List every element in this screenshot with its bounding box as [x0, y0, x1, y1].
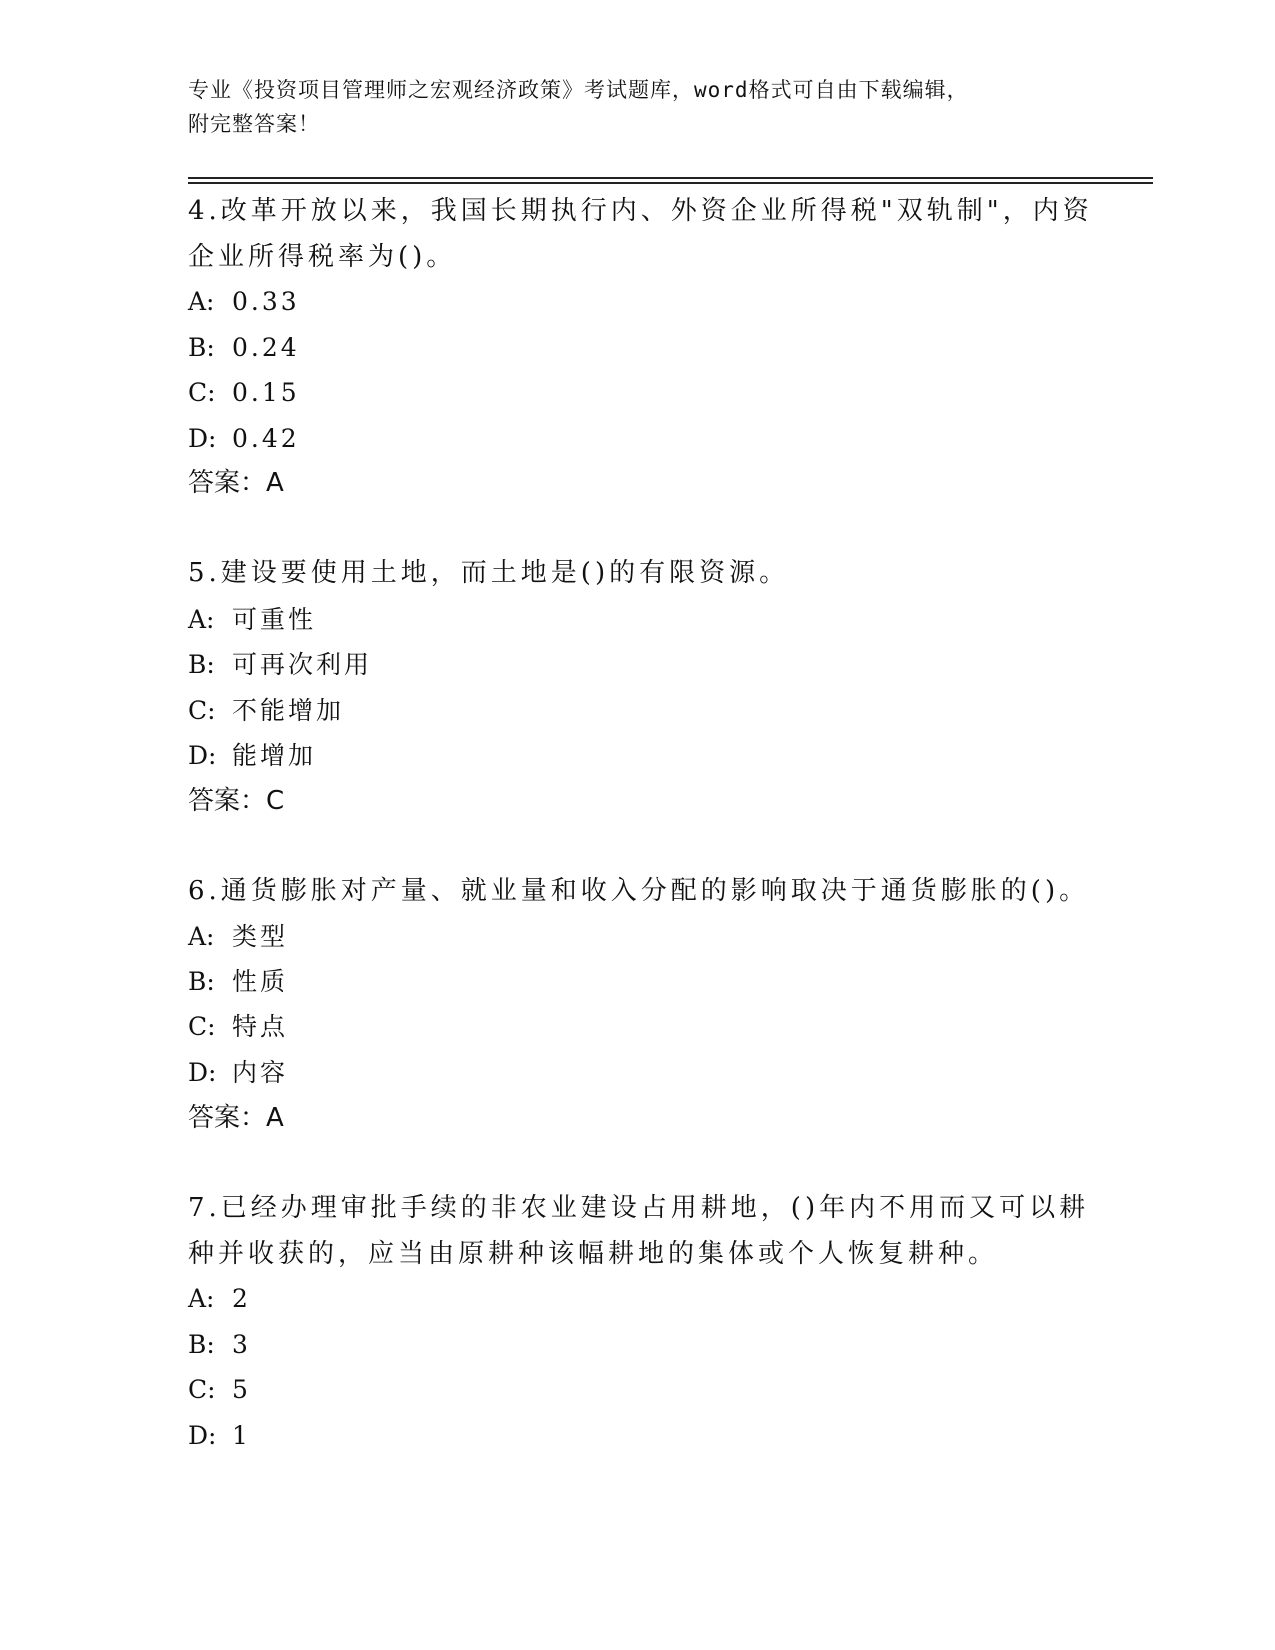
- option-text: 能增加: [232, 741, 317, 770]
- answer-line: 答案：A: [188, 468, 284, 498]
- option-d: [188, 1419, 251, 1453]
- option-text: 5: [232, 1375, 251, 1404]
- header-line-1: 专业《投资项目管理师之宏观经济政策》考试题库，word格式可自由下载编辑，: [188, 78, 969, 102]
- option-letter: B:: [188, 967, 215, 996]
- option-letter: A:: [188, 287, 215, 316]
- option-c: [188, 1373, 251, 1407]
- option-c: [188, 694, 344, 728]
- option-text: 可再次利用: [232, 650, 373, 679]
- option-c: [188, 376, 300, 410]
- answer-line: 答案：A: [188, 1103, 284, 1133]
- option-b: [188, 965, 288, 999]
- option-letter: B:: [188, 333, 215, 362]
- option-text: 类型: [232, 922, 289, 951]
- header-divider-bottom: [188, 182, 1153, 184]
- option-c: [188, 1010, 288, 1044]
- option-letter: C:: [188, 696, 216, 725]
- option-letter: C:: [188, 378, 216, 407]
- option-text: 性质: [232, 967, 289, 996]
- option-text: 可重性: [232, 605, 317, 634]
- option-letter: C:: [188, 1012, 216, 1041]
- option-b: [188, 331, 300, 365]
- option-text: 0.15: [232, 378, 300, 407]
- question-stem-line: 4.改革开放以来，我国长期执行内、外资企业所得税"双轨制"，内资: [188, 196, 1093, 226]
- option-letter: D:: [188, 1058, 217, 1087]
- option-text: 0.24: [232, 333, 300, 362]
- option-b: [188, 1328, 251, 1362]
- option-d: [188, 739, 316, 773]
- question-stem-line: 企业所得税率为()。: [188, 242, 457, 272]
- option-letter: D:: [188, 424, 217, 453]
- option-letter: B:: [188, 650, 215, 679]
- option-a: [188, 1282, 251, 1316]
- option-letter: B:: [188, 1330, 215, 1359]
- option-text: 0.42: [232, 424, 300, 453]
- option-d: [188, 422, 300, 456]
- option-a: [188, 920, 288, 954]
- option-a: [188, 285, 300, 319]
- header-line-2: 附完整答案！: [188, 112, 320, 136]
- option-letter: A:: [188, 605, 215, 634]
- header-divider-top: [188, 177, 1153, 179]
- option-text: 1: [232, 1421, 251, 1450]
- option-text: 0.33: [232, 287, 300, 316]
- question-stem-line: 7.已经办理审批手续的非农业建设占用耕地，()年内不用而又可以耕: [188, 1193, 1090, 1223]
- option-text: 特点: [232, 1012, 289, 1041]
- option-text: 3: [232, 1330, 251, 1359]
- question-stem-line: 6.通货膨胀对产量、就业量和收入分配的影响取决于通货膨胀的()。: [188, 876, 1090, 906]
- option-b: [188, 648, 372, 682]
- answer-line: 答案：C: [188, 786, 285, 816]
- option-letter: A:: [188, 1284, 215, 1313]
- option-a: [188, 603, 316, 637]
- question-stem-line: 种并收获的，应当由原耕种该幅耕地的集体或个人恢复耕种。: [188, 1239, 999, 1269]
- option-text: 内容: [232, 1058, 289, 1087]
- option-text: 不能增加: [232, 696, 345, 725]
- option-letter: A:: [188, 922, 215, 951]
- option-d: [188, 1056, 288, 1090]
- option-letter: D:: [188, 1421, 217, 1450]
- option-text: 2: [232, 1284, 251, 1313]
- option-letter: C:: [188, 1375, 216, 1404]
- question-stem-line: 5.建设要使用土地，而土地是()的有限资源。: [188, 558, 790, 588]
- option-letter: D:: [188, 741, 217, 770]
